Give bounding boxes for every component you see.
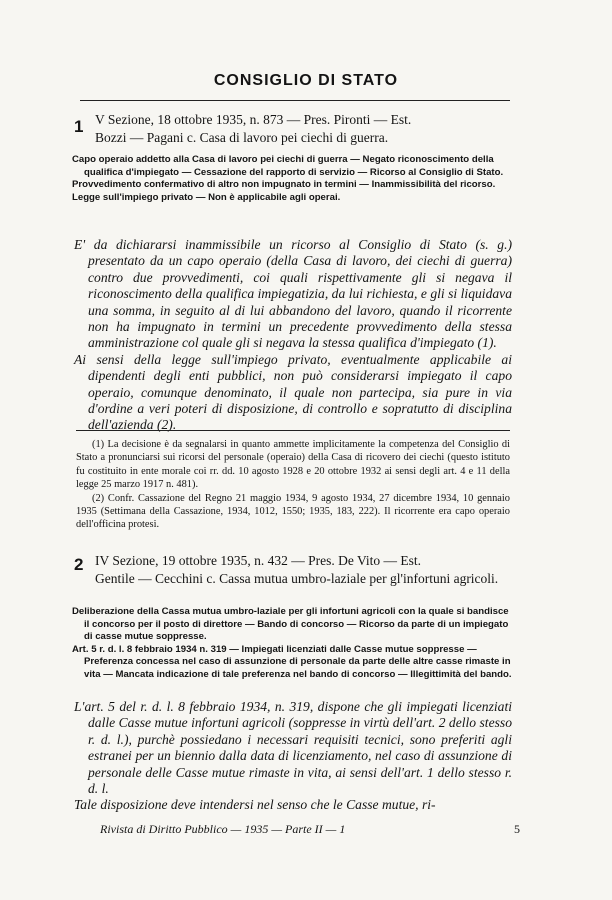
heading-line: V Sezione, 18 ottobre 1935, n. 873 — Pres. Pironti — Est. <box>95 112 412 127</box>
heading-line: IV Sezione, 19 ottobre 1935, n. 432 — Pres. De Vito — Est. <box>95 553 422 568</box>
holding-paragraph: Tale disposizione deve intendersi nel senso che le Casse mutue, ri- <box>74 797 436 813</box>
decision-heading <box>95 111 525 147</box>
page-footer <box>100 822 520 837</box>
holding-paragraph: Ai sensi della legge sull'impiego privato, eventualmente applicabile ai dipendenti degli enti pubblici, non può considerarsi impiegato il capo operaio, comunque denominato, il quale non partecipa, sia pure in via d'ordine a veri poteri di disposizione, di controllo e sopratutto di disciplina dell'azienda (2). <box>74 351 512 433</box>
headnotes <box>72 606 512 681</box>
headnotes <box>72 154 512 204</box>
headnote: Provvedimento confermativo di altro non impugnato in termini — Inammissibilità del ricorso. <box>72 179 496 190</box>
decision-heading <box>95 552 525 588</box>
heading-line: Bozzi — Pagani c. Casa di lavoro pei ciechi di guerra. <box>95 130 389 145</box>
footnote: (1) La decisione è da segnalarsi in quanto ammette implicitamente la competenza del Consiglio di Stato a pronunciarsi sui ricorsi del personale (operaio) della Casa di ricovero dei ciechi (questo istituto fu costituito in ente morale coi rr. dd. 10 agosto 1928 e 20 ottobre 1932 ai sensi degli art. 4 e 11 della legge 25 marzo 1917 n. 481). <box>76 439 510 491</box>
footnotes <box>76 438 510 532</box>
notes-rule <box>76 430 510 431</box>
headnote: Legge sull'impiego privato — Non è applicabile agli operai. <box>72 191 341 203</box>
holding-text <box>74 237 512 434</box>
holding-text <box>74 699 512 814</box>
footnote: (2) Confr. Cassazione del Regno 21 maggio 1934, 9 agosto 1934, 27 dicembre 1934, 10 gennaio 1935 (Settimana della Cassazione, 1934, 1012, 1550; 1935, 183, 222). Il ricorrente era capo operaio dell'officina protesi. <box>76 492 510 531</box>
headnote: Deliberazione della Cassa mutua umbro-laziale per gli infortuni agricoli con la quale si bandisce il concorso per il posto di direttore — Bando di concorso — Ricorso da parte di un impiegato di casse mutue soppresse. <box>72 606 509 642</box>
holding-paragraph: L'art. 5 del r. d. l. 8 febbraio 1934, n. 319, dispone che gli impiegati licenziati dalle Casse mutue infortuni agricoli (soppresse in virtù dell'art. 2 dello stesso r. d. l.), purchè possiedano i necessari requisiti tecnici, sono preferiti agli estranei per un biennio dalla data di licenziamento, nel caso di assunzione di personale delle Casse mutue rimaste in vita, ai sensi dell'art. 1 dello stesso r. d. l. <box>74 699 512 797</box>
headnote: Capo operaio addetto alla Casa di lavoro pei ciechi di guerra — Negato riconoscimento della qualifica d'impiegato — Cessazione del rapporto di servizio — Ricorso al Consiglio di Stato. <box>72 154 504 178</box>
section-number: 1 <box>74 117 84 136</box>
title-rule <box>80 100 510 101</box>
headnote: Art. 5 r. d. l. 8 febbraio 1934 n. 319 — Impiegati licenziati dalle Casse mutue soppresse — Preferenza concessa nel caso di assunzione di personale da parte delle altre casse rimaste in vita — Mancata indicazione di tale preferenza nel bando di concorso — Illegittimità del bando. <box>72 643 512 680</box>
section-number: 2 <box>74 555 84 574</box>
holding-paragraph: E' da dichiararsi inammissibile un ricorso al Consiglio di Stato (s. g.) presentato da un capo operaio (della Casa di lavoro, dei ciechi di guerra) contro due provvedimenti, coi quali rispettivamente gli si negava il riconoscimento della qualifica impiegatizia, da lui richiesta, e gli si liquidava una somma, in seguito al di lui abbandono del lavoro, quando il ricorrente non ha impugnato in termini un precedente provvedimento della stessa amministrazione col quale gli si negava la stessa qualifica d'impiegato (1). <box>74 237 512 351</box>
page-title: CONSIGLIO DI STATO <box>213 72 399 89</box>
page-mark: 5 <box>514 822 520 836</box>
heading-line: Gentile — Cecchini c. Cassa mutua umbro-laziale per gl'infortuni agricoli. <box>95 571 499 586</box>
journal-reference: Rivista di Diritto Pubblico — 1935 — Parte II — 1 <box>100 822 346 836</box>
